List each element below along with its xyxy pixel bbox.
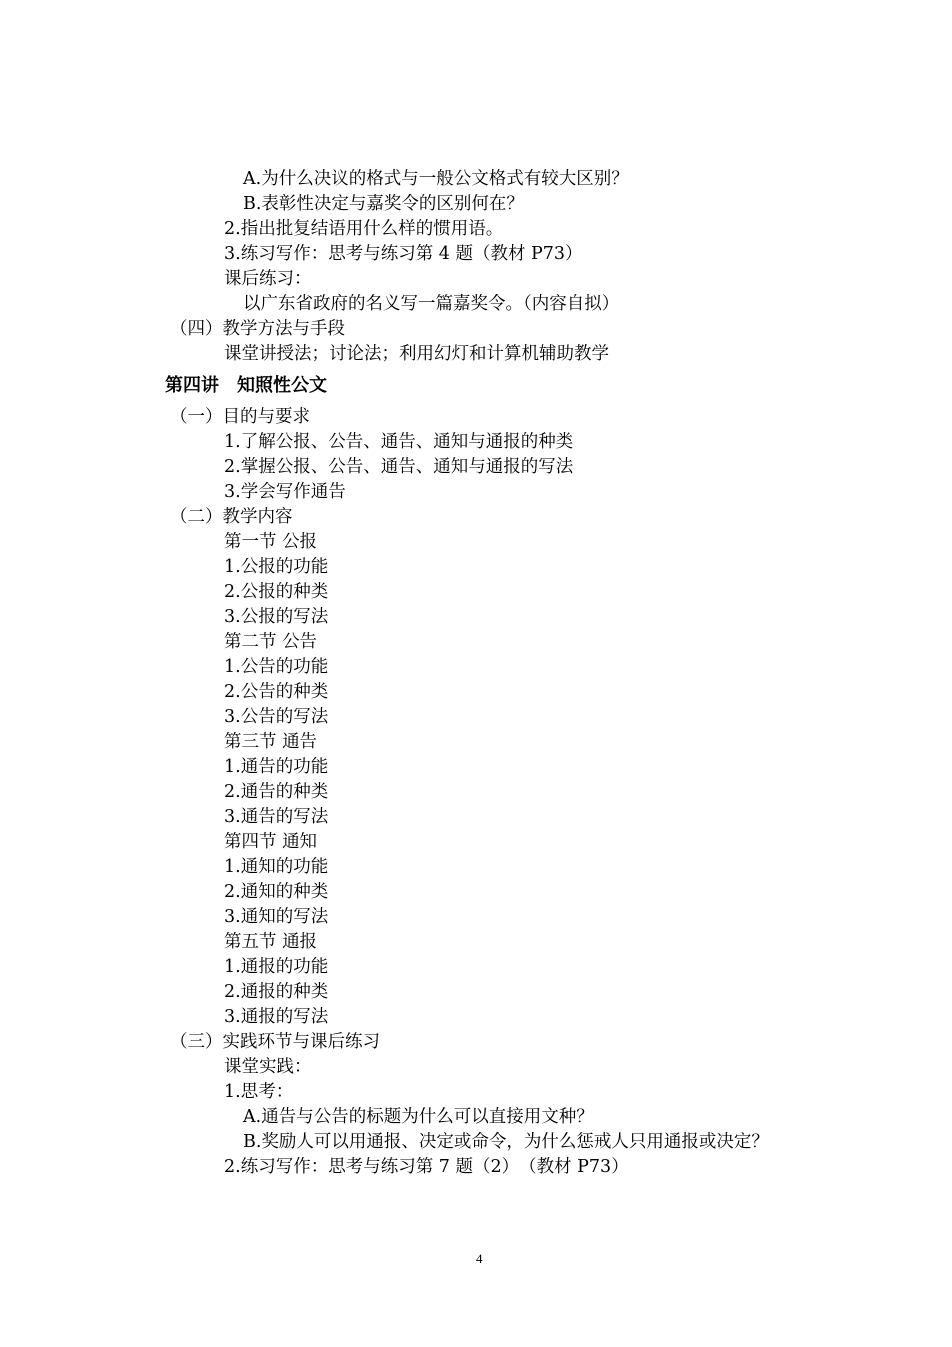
question-a-text: A.通告与公告的标题为什么可以直接用文种？ <box>243 1107 594 1127</box>
list-item: 2.练习写作：思考与练习第 7 题（2） （教材 P73） <box>224 1157 629 1177</box>
list-item: 1.通知的功能 <box>224 857 329 877</box>
practice-label: 课堂实践： <box>224 1057 312 1077</box>
list-item: 3.通告的写法 <box>224 807 329 827</box>
list-item: 1.通告的功能 <box>224 757 329 777</box>
subsection-title: 第二节 公告 <box>224 632 318 652</box>
list-item: 3.公报的写法 <box>224 607 329 627</box>
list-item: 3.通知的写法 <box>224 907 329 927</box>
list-item: 1.通报的功能 <box>224 957 329 977</box>
list-item: 1.了解公报、公告、通告、通知与通报的种类 <box>224 432 574 452</box>
list-item: 3.练习写作：思考与练习第 4 题（教材 P73） <box>224 244 583 264</box>
question-b-text: B.表彰性决定与嘉奖令的区别何在？ <box>243 194 524 214</box>
page-number: 4 <box>476 1251 483 1266</box>
section-heading: （一）目的与要求 <box>170 407 310 427</box>
subsection-title: 第四节 通知 <box>224 832 318 852</box>
lecture-heading: 第四讲 知照性公文 <box>165 375 327 396</box>
section-heading: （四）教学方法与手段 <box>170 319 345 339</box>
list-item: 2.公报的种类 <box>224 582 329 602</box>
homework-text: 以广东省政府的名义写一篇嘉奖令。（内容自拟） <box>243 294 620 314</box>
section-heading: （二）教学内容 <box>170 507 293 527</box>
section-heading: （三）实践环节与课后练习 <box>170 1032 380 1052</box>
subsection-title: 第五节 通报 <box>224 932 318 952</box>
homework-label: 课后练习： <box>224 269 312 289</box>
list-item: 2.公告的种类 <box>224 682 329 702</box>
list-item: 2.掌握公报、公告、通告、通知与通报的写法 <box>224 457 574 477</box>
list-item: 1.思考： <box>224 1082 294 1102</box>
list-item: 2.通知的种类 <box>224 882 329 902</box>
methods-text: 课堂讲授法；讨论法；利用幻灯和计算机辅助教学 <box>224 344 609 364</box>
list-item: 2.通报的种类 <box>224 982 329 1002</box>
subsection-title: 第一节 公报 <box>224 532 318 552</box>
question-b-text: B.奖励人可以用通报、决定或命令，为什么惩戒人只用通报或决定？ <box>243 1132 769 1152</box>
list-item: 2.通告的种类 <box>224 782 329 802</box>
list-item: 3.通报的写法 <box>224 1007 329 1027</box>
list-item: 1.公告的功能 <box>224 657 329 677</box>
subsection-title: 第三节 通告 <box>224 732 318 752</box>
question-a-text: A.为什么决议的格式与一般公文格式有较大区别？ <box>243 169 629 189</box>
list-item: 1.公报的功能 <box>224 557 329 577</box>
list-item: 3.学会写作通告 <box>224 482 346 502</box>
list-item: 2.指出批复结语用什么样的惯用语。 <box>224 219 504 239</box>
list-item: 3.公告的写法 <box>224 707 329 727</box>
